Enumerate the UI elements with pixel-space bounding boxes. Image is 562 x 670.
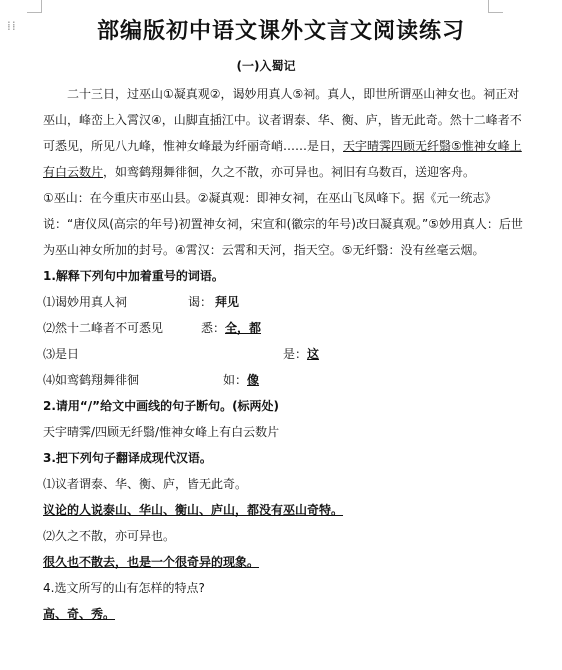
q3-answer: 议论的人说泰山、华山、衡山、庐山，都没有巫山奇特。 bbox=[43, 503, 344, 517]
q1-sentence: ⑷如鸾鹤翔舞徘徊 bbox=[43, 373, 140, 387]
question-2-heading: 2.请用“/”给文中画线的句子断句。(标两处) bbox=[43, 399, 280, 413]
q1-answer: 全，都 bbox=[225, 321, 262, 335]
passage-underlined-sentence: 天宇晴霁四顾无纤翳⑤惟神女峰上有白云数片 bbox=[43, 139, 522, 179]
q1-sentence: ⑶是日 bbox=[43, 347, 80, 361]
q4-answer: 高、奇、秀。 bbox=[43, 607, 116, 621]
passage-text-end: ，如鸾鹤翔舞徘徊，久之不散，亦可异也。祠旧有乌数百，送迎客舟。 bbox=[103, 165, 476, 179]
q2-answer: 天宇晴霁/四顾无纤翳/惟神女峰上有白云数片 bbox=[43, 425, 280, 439]
passage-paragraph bbox=[43, 81, 523, 185]
q1-answer: 拜见 bbox=[215, 295, 240, 309]
q3-answer: 很久也不散去，也是一个很奇异的现象。 bbox=[43, 555, 260, 569]
q1-word: 悉： bbox=[201, 321, 226, 335]
q3-sentence: ⑴议者谓泰、华、衡、庐，皆无此奇。 bbox=[43, 477, 248, 491]
passage-text: 二十三日，过巫山①凝真观②，谒妙用真人⑤祠。真人，即世所谓巫山神女也。祠正对巫山，峰峦上入霄汉④，山脚直插江中。议者谓泰、华、衡、庐，皆无此奇。然十二峰者不可悉见，所见八九峰，惟神女峰最为纤丽奇峭……是日， bbox=[43, 87, 522, 153]
q1-item bbox=[43, 367, 523, 393]
q1-answer: 这 bbox=[307, 347, 320, 361]
question-4-heading: 4.选文所写的山有怎样的特点? bbox=[43, 581, 205, 595]
document-body bbox=[43, 81, 523, 627]
q1-word: 是： bbox=[283, 347, 308, 361]
q1-item bbox=[43, 289, 523, 315]
page-corner-mark-right bbox=[488, 0, 503, 13]
question-3-heading: 3.把下列句子翻译成现代汉语。 bbox=[43, 451, 212, 465]
q1-word: 如： bbox=[223, 373, 248, 387]
page-corner-mark-left bbox=[27, 0, 42, 13]
q1-sentence: ⑵然十二峰者不可悉见 bbox=[43, 321, 164, 335]
drag-handle-icon[interactable]: ⁞⁞ bbox=[7, 19, 17, 33]
page-title: 部编版初中语文课外文言文阅读练习 bbox=[96, 19, 465, 44]
q1-sentence: ⑴谒妙用真人祠 bbox=[43, 295, 128, 309]
q1-item bbox=[43, 315, 523, 341]
q1-item bbox=[43, 341, 523, 367]
annotation-notes: ①巫山：在今重庆市巫山县。②凝真观：即神女祠，在巫山飞凤峰下。据《元一统志》说：“唐仪凤(高宗的年号)初置神女祠，宋宣和(徽宗的年号)改曰凝真观。”⑤妙用真人：后世为巫山神女所加的封号。④霄汉：云霄和天河，指天空。⑤无纤翳：没有丝毫云烟。 bbox=[43, 191, 523, 257]
q1-word: 谒： bbox=[188, 295, 213, 309]
section-subtitle: (一)入蜀记 bbox=[236, 59, 296, 73]
q3-sentence: ⑵久之不散，亦可异也。 bbox=[43, 529, 176, 543]
question-1-heading: 1.解释下列句中加着重号的词语。 bbox=[43, 269, 224, 283]
q1-answer: 像 bbox=[247, 373, 260, 387]
